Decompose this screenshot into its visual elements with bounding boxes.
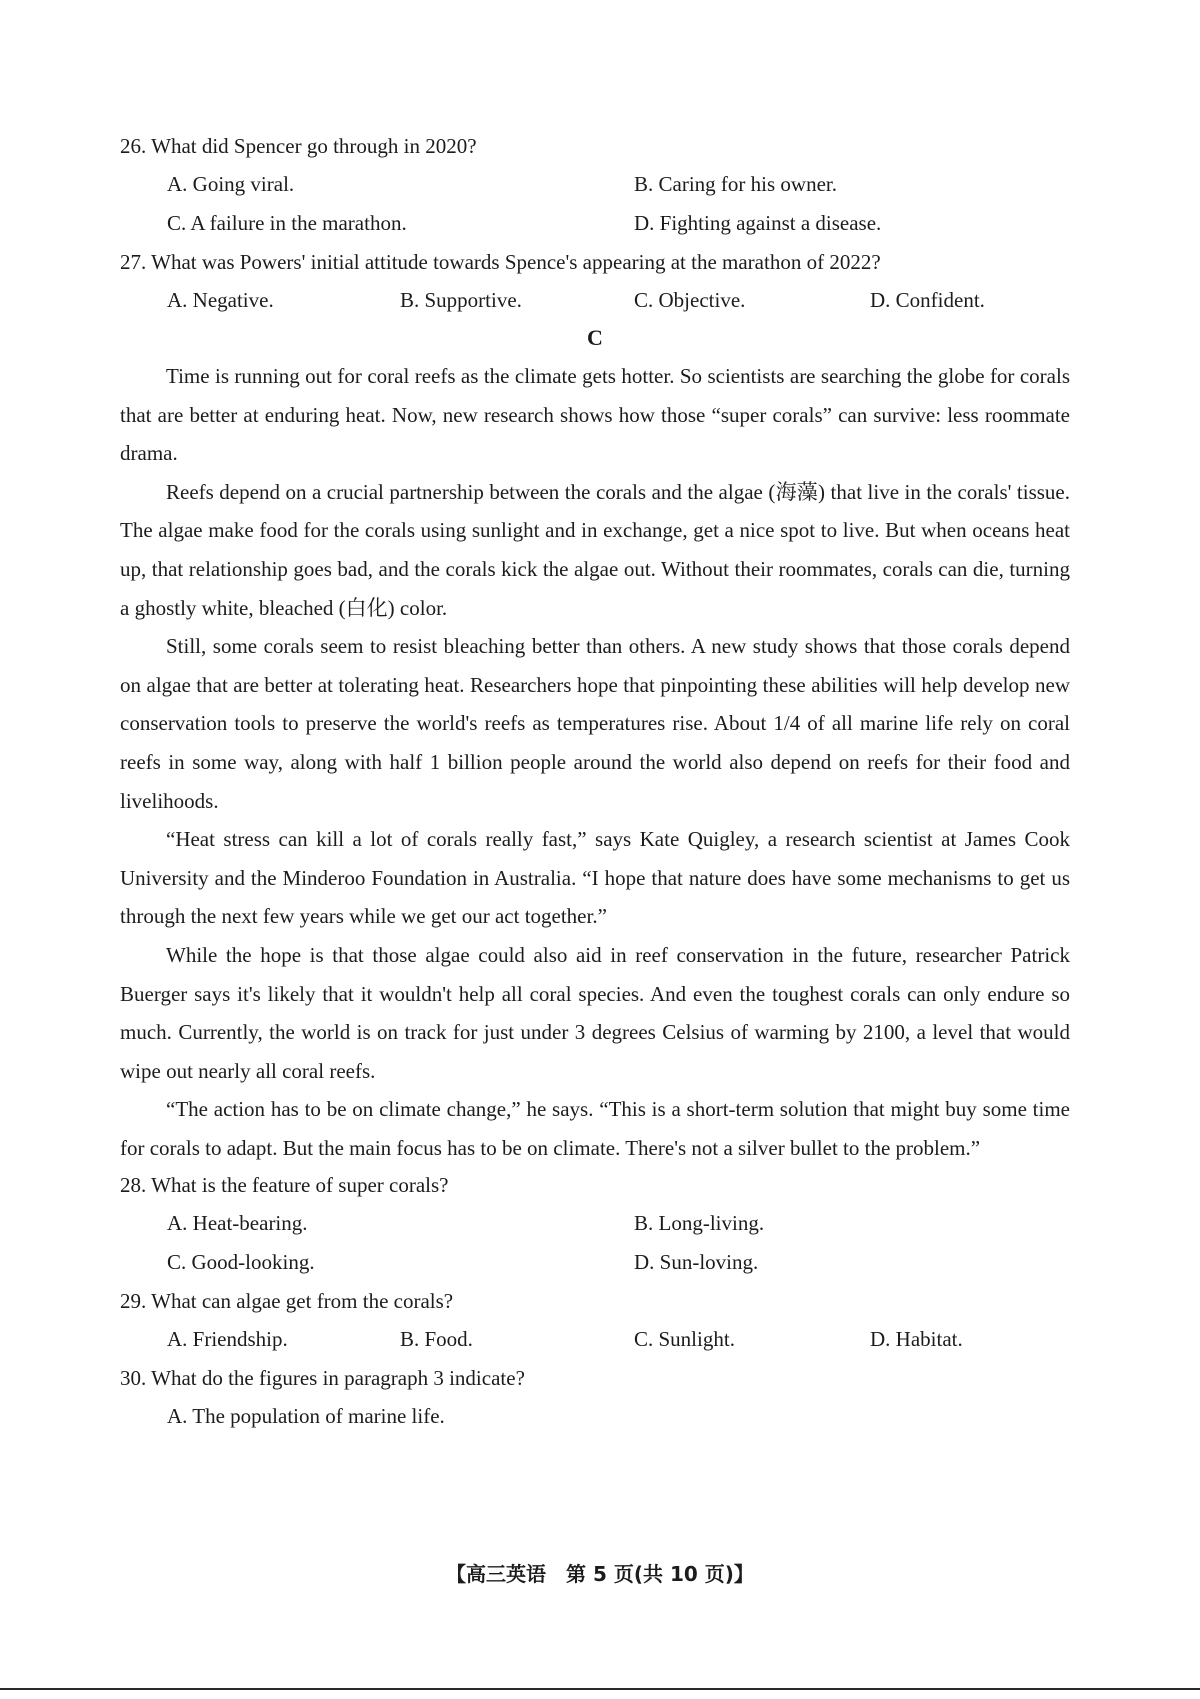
question-28-option-b: B. Long-living. [634, 1211, 765, 1236]
question-26-options-row-2 [120, 205, 1070, 244]
question-28-options-row-1 [120, 1205, 1070, 1244]
question-26-stem: 26. What did Spencer go through in 2020? [120, 134, 477, 158]
question-29-option-d: D. Habitat. [870, 1327, 963, 1352]
question-29-option-b: B. Food. [400, 1327, 473, 1352]
section-heading: C [587, 325, 603, 350]
passage-paragraph-3: Still, some corals seem to resist bleaching better than others. A new study shows that those corals depend on algae that are better at tolerating heat. Researchers hope that pinpointing these abilities will help develop new conservation tools to preserve the world's reefs as temperatures rise. About 1/4 of all marine life rely on coral reefs in some way, along with half 1 billion people around the world also depend on reefs for their food and livelihoods. [120, 634, 1070, 813]
passage-paragraph-4: “Heat stress can kill a lot of corals really fast,” says Kate Quigley, a research scientist at James Cook University and the Minderoo Foundation in Australia. “I hope that nature does have some mechanisms to get us through the next few years while we get our act together.” [120, 827, 1070, 929]
question-27-options [120, 282, 1070, 321]
question-26-option-d: D. Fighting against a disease. [634, 211, 882, 235]
question-26-options-row-1 [120, 166, 1070, 205]
question-27-option-d: D. Confident. [870, 288, 985, 312]
question-27-option-c: C. Objective. [634, 288, 746, 312]
passage-paragraph-1: Time is running out for coral reefs as the climate gets hotter. So scientists are searching the globe for corals that are better at enduring heat. Now, new research shows how those “super corals” can survive: less roommate drama. [120, 364, 1070, 466]
question-27-stem: 27. What was Powers' initial attitude towards Spence's appearing at the marathon of 2022? [120, 250, 881, 274]
question-29-option-a: A. Friendship. [167, 1327, 288, 1352]
question-29-options [120, 1321, 1070, 1360]
question-27-option-b: B. Supportive. [400, 288, 522, 312]
question-28-option-a: A. Heat-bearing. [167, 1211, 308, 1236]
passage-paragraph-5: While the hope is that those algae could also aid in reef conservation in the future, researcher Patrick Buerger says it's likely that it wouldn't help all coral species. And even the toughest corals can only endure so much. Currently, the world is on track for just under 3 degrees Celsius of warming by 2100, a level that would wipe out nearly all coral reefs. [120, 942, 1070, 1083]
question-26-option-c: C. A failure in the marathon. [167, 211, 407, 235]
question-30-stem: 30. What do the figures in paragraph 3 indicate? [120, 1366, 525, 1391]
question-26-option-b: B. Caring for his owner. [634, 172, 837, 196]
bottom-divider [0, 1688, 1200, 1690]
passage-paragraph-2: Reefs depend on a crucial partnership between the corals and the algae (海藻) that live in the corals' tissue. The algae make food for the corals using sunlight and in exchange, get a nice spot to live. But when oceans heat up, that relationship goes bad, and the corals kick the algae out. Without their roommates, corals can die, turning a ghostly white, bleached (白化) color. [120, 479, 1070, 620]
question-27-option-a: A. Negative. [167, 288, 274, 312]
question-30-options [120, 1398, 1070, 1437]
question-26-option-a: A. Going viral. [167, 172, 295, 196]
question-28-options-row-2 [120, 1244, 1070, 1283]
page-footer: 【高三英语 第 5 页(共 10 页)】 [446, 1562, 754, 1586]
question-29-option-c: C. Sunlight. [634, 1327, 735, 1352]
question-28-stem: 28. What is the feature of super corals? [120, 1173, 449, 1198]
question-30-option-a: A. The population of marine life. [167, 1404, 445, 1429]
question-28-option-d: D. Sun-loving. [634, 1250, 759, 1275]
question-29-stem: 29. What can algae get from the corals? [120, 1289, 454, 1314]
passage-paragraph-6: “The action has to be on climate change,” he says. “This is a short-term solution that might buy some time for corals to adapt. But the main focus has to be on climate. There's not a silver bullet to the problem.” [120, 1097, 1070, 1160]
question-28-option-c: C. Good-looking. [167, 1250, 315, 1275]
page-content [120, 128, 1070, 1437]
